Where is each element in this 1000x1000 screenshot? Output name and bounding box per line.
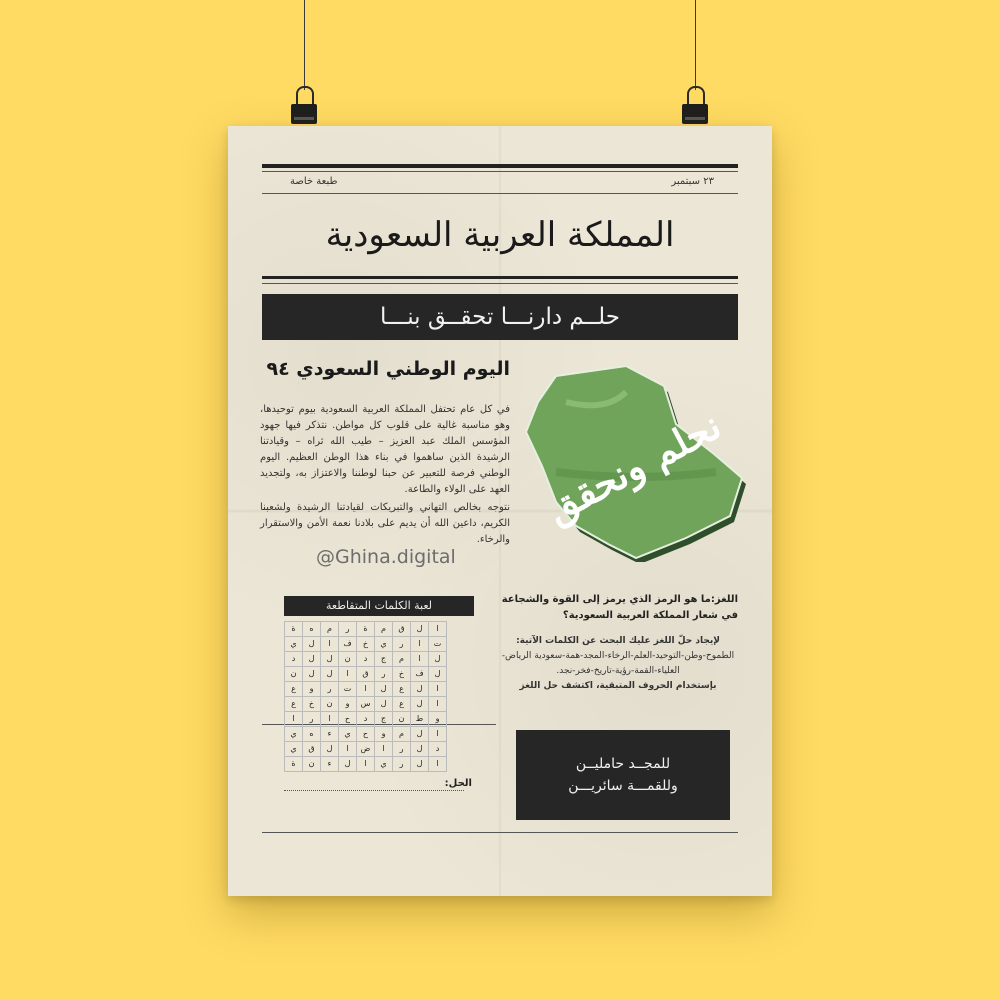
grid-cell[interactable]: ل — [303, 652, 321, 667]
grid-cell[interactable]: ر — [303, 712, 321, 727]
grid-cell[interactable]: م — [321, 622, 339, 637]
quote-line-1: للمجــد حامليــن — [575, 756, 671, 772]
grid-cell[interactable]: س — [357, 697, 375, 712]
watermark: @Ghina.digital — [316, 546, 456, 568]
grid-row — [285, 697, 447, 712]
grid-row — [285, 712, 447, 727]
grid-cell[interactable]: ا — [429, 757, 447, 772]
grid-cell[interactable]: ا — [375, 742, 393, 757]
grid-cell[interactable]: ض — [357, 742, 375, 757]
grid-cell[interactable]: ء — [321, 757, 339, 772]
grid-cell[interactable]: و — [375, 727, 393, 742]
newspaper-poster — [228, 126, 772, 896]
grid-cell[interactable]: ي — [285, 727, 303, 742]
grid-cell[interactable]: ر — [393, 757, 411, 772]
article-body — [260, 402, 510, 550]
grid-cell[interactable]: ل — [411, 682, 429, 697]
grid-cell[interactable]: ن — [339, 652, 357, 667]
grid-row — [285, 652, 447, 667]
grid-cell[interactable]: ل — [375, 697, 393, 712]
grid-cell[interactable]: ق — [303, 742, 321, 757]
grid-cell[interactable]: ا — [429, 727, 447, 742]
grid-cell[interactable]: ي — [285, 637, 303, 652]
grid-cell[interactable]: ي — [375, 757, 393, 772]
grid-row — [285, 622, 447, 637]
grid-cell[interactable]: ا — [411, 652, 429, 667]
grid-cell[interactable]: ا — [339, 667, 357, 682]
grid-cell[interactable]: ا — [429, 682, 447, 697]
grid-cell[interactable]: ر — [339, 622, 357, 637]
masthead-rule — [262, 276, 738, 279]
grid-cell[interactable]: ف — [339, 637, 357, 652]
masthead-title: المملكة العربية السعودية — [325, 215, 675, 255]
grid-cell[interactable]: ل — [411, 727, 429, 742]
solution-label: الحل: — [444, 778, 472, 789]
grid-cell[interactable]: ل — [375, 682, 393, 697]
grid-cell[interactable]: ه — [303, 622, 321, 637]
grid-cell[interactable]: د — [429, 742, 447, 757]
grid-cell[interactable]: ر — [393, 742, 411, 757]
grid-cell[interactable]: ن — [285, 667, 303, 682]
grid-cell[interactable]: ي — [285, 742, 303, 757]
grid-cell[interactable]: ع — [285, 682, 303, 697]
grid-cell[interactable]: ل — [411, 697, 429, 712]
grid-cell[interactable]: ل — [411, 742, 429, 757]
grid-row — [285, 667, 447, 682]
grid-cell[interactable]: ج — [375, 652, 393, 667]
grid-cell[interactable]: ع — [393, 697, 411, 712]
grid-cell[interactable]: و — [303, 682, 321, 697]
grid-cell[interactable]: ا — [411, 637, 429, 652]
article-paragraph: في كل عام تحتفل المملكة العربية السعودية بيوم توحيدها، وهو مناسبة غالية على قلوب كل مواطن. نتذكر فيها جهود المؤسس الملك عبد العزيز – طيب الله ثراه – وقيادتنا الرشيدة الذين ساهموا في بناء هذا الوطن العظيم. اليوم الوطني فرصة للتعبير عن حبنا لوطننا والاعتزاز به، ولتجديد العهد على الولاء والطاعة. — [260, 404, 510, 495]
grid-cell[interactable]: ت — [429, 637, 447, 652]
grid-cell[interactable]: ل — [429, 667, 447, 682]
grid-cell[interactable]: ل — [303, 637, 321, 652]
grid-cell[interactable]: م — [393, 652, 411, 667]
article-paragraph: نتوجه بخالص التهاني والتبريكات لقيادتنا الرشيدة ولشعبنا الكريم، داعين الله أن يديم على بلادنا نعمة الأمن والاستقرار والرخاء. — [260, 502, 510, 545]
grid-cell[interactable]: ل — [411, 622, 429, 637]
hanging-string-right — [695, 0, 696, 90]
grid-cell[interactable]: ة — [285, 757, 303, 772]
grid-cell[interactable]: ل — [429, 652, 447, 667]
grid-cell[interactable]: ا — [339, 742, 357, 757]
grid-cell[interactable]: ه — [303, 727, 321, 742]
article-headline: اليوم الوطني السعودي ٩٤ — [266, 358, 510, 380]
grid-cell[interactable]: ا — [429, 622, 447, 637]
grid-cell[interactable]: ا — [321, 712, 339, 727]
grid-cell[interactable]: ع — [393, 682, 411, 697]
grid-cell[interactable]: ن — [393, 712, 411, 727]
grid-cell[interactable]: م — [375, 622, 393, 637]
grid-cell[interactable]: ا — [429, 697, 447, 712]
grid-cell[interactable]: ا — [357, 682, 375, 697]
grid-cell[interactable]: ة — [285, 622, 303, 637]
grid-cell[interactable]: ق — [393, 622, 411, 637]
grid-cell[interactable]: ج — [375, 712, 393, 727]
word-list: الطموح-وطن-التوحيد-العلم-الرخاء-المجد-همة-سعودية الرياض-العلياء-القمة-رؤية-تاريخ-فخر-نجد. — [501, 651, 735, 676]
instruction-title: لإيجاد حلّ اللغز عليك البحث عن الكلمات الآتية: — [516, 636, 720, 646]
grid-cell[interactable]: ل — [321, 667, 339, 682]
grid-cell[interactable]: ا — [321, 637, 339, 652]
issue-date: ٢٣ سبتمبر — [671, 176, 714, 187]
slogan-banner: حلــم دارنـــا تحقــق بنـــا — [262, 294, 738, 340]
grid-cell[interactable]: ل — [303, 667, 321, 682]
grid-cell[interactable]: ر — [321, 682, 339, 697]
quote-box — [516, 730, 730, 820]
grid-cell[interactable]: ة — [357, 622, 375, 637]
grid-cell[interactable]: د — [357, 652, 375, 667]
grid-cell[interactable]: د — [357, 712, 375, 727]
grid-cell[interactable]: ا — [357, 757, 375, 772]
grid-cell[interactable]: ن — [321, 697, 339, 712]
grid-cell[interactable]: ل — [339, 757, 357, 772]
grid-cell[interactable]: ل — [411, 757, 429, 772]
grid-row — [285, 727, 447, 742]
grid-cell[interactable]: ع — [285, 697, 303, 712]
grid-cell[interactable]: م — [393, 727, 411, 742]
grid-cell[interactable]: ي — [339, 727, 357, 742]
grid-cell[interactable]: ط — [411, 712, 429, 727]
grid-cell[interactable]: خ — [357, 637, 375, 652]
quote-line-2: وللقمـــة سائريـــن — [568, 778, 678, 794]
grid-cell[interactable]: ء — [321, 727, 339, 742]
grid-cell[interactable]: ل — [321, 742, 339, 757]
riddle-hint: بإستخدام الحروف المتبقية، اكتشف حل اللغز — [519, 681, 717, 691]
grid-cell[interactable]: ق — [357, 667, 375, 682]
grid-row — [285, 742, 447, 757]
bottom-rule — [262, 832, 738, 833]
saudi-map-illustration — [516, 362, 746, 562]
grid-cell[interactable]: ر — [375, 667, 393, 682]
riddle-question: اللغز:ما هو الرمز الذي يرمز إلى القوة والشجاعة في شعار المملكة العربية السعودية؟ — [501, 594, 738, 621]
map-slogan: نحلم ونحقق — [538, 402, 729, 532]
grid-cell[interactable]: ن — [303, 757, 321, 772]
hanging-string-left — [304, 0, 305, 90]
grid-cell[interactable]: ح — [357, 727, 375, 742]
grid-row — [285, 757, 447, 772]
grid-cell[interactable]: خ — [393, 667, 411, 682]
grid-cell[interactable]: خ — [303, 697, 321, 712]
grid-cell[interactable]: ل — [321, 652, 339, 667]
grid-cell[interactable]: ح — [339, 712, 357, 727]
grid-row — [285, 637, 447, 652]
grid-cell[interactable]: ت — [339, 682, 357, 697]
grid-cell[interactable]: ي — [375, 637, 393, 652]
grid-cell[interactable]: ف — [411, 667, 429, 682]
solution-field[interactable] — [284, 790, 464, 791]
grid-cell[interactable]: و — [429, 712, 447, 727]
grid-cell[interactable]: ر — [393, 637, 411, 652]
grid-cell[interactable]: و — [339, 697, 357, 712]
grid-cell[interactable]: د — [285, 652, 303, 667]
riddle-instructions — [498, 634, 738, 694]
top-rule — [262, 164, 738, 168]
word-search-grid — [284, 621, 447, 772]
grid-cell[interactable]: ا — [285, 712, 303, 727]
word-game-title: لعبة الكلمات المتقاطعة — [284, 596, 474, 616]
edition-label: طبعة خاصة — [290, 176, 338, 187]
grid-row — [285, 682, 447, 697]
